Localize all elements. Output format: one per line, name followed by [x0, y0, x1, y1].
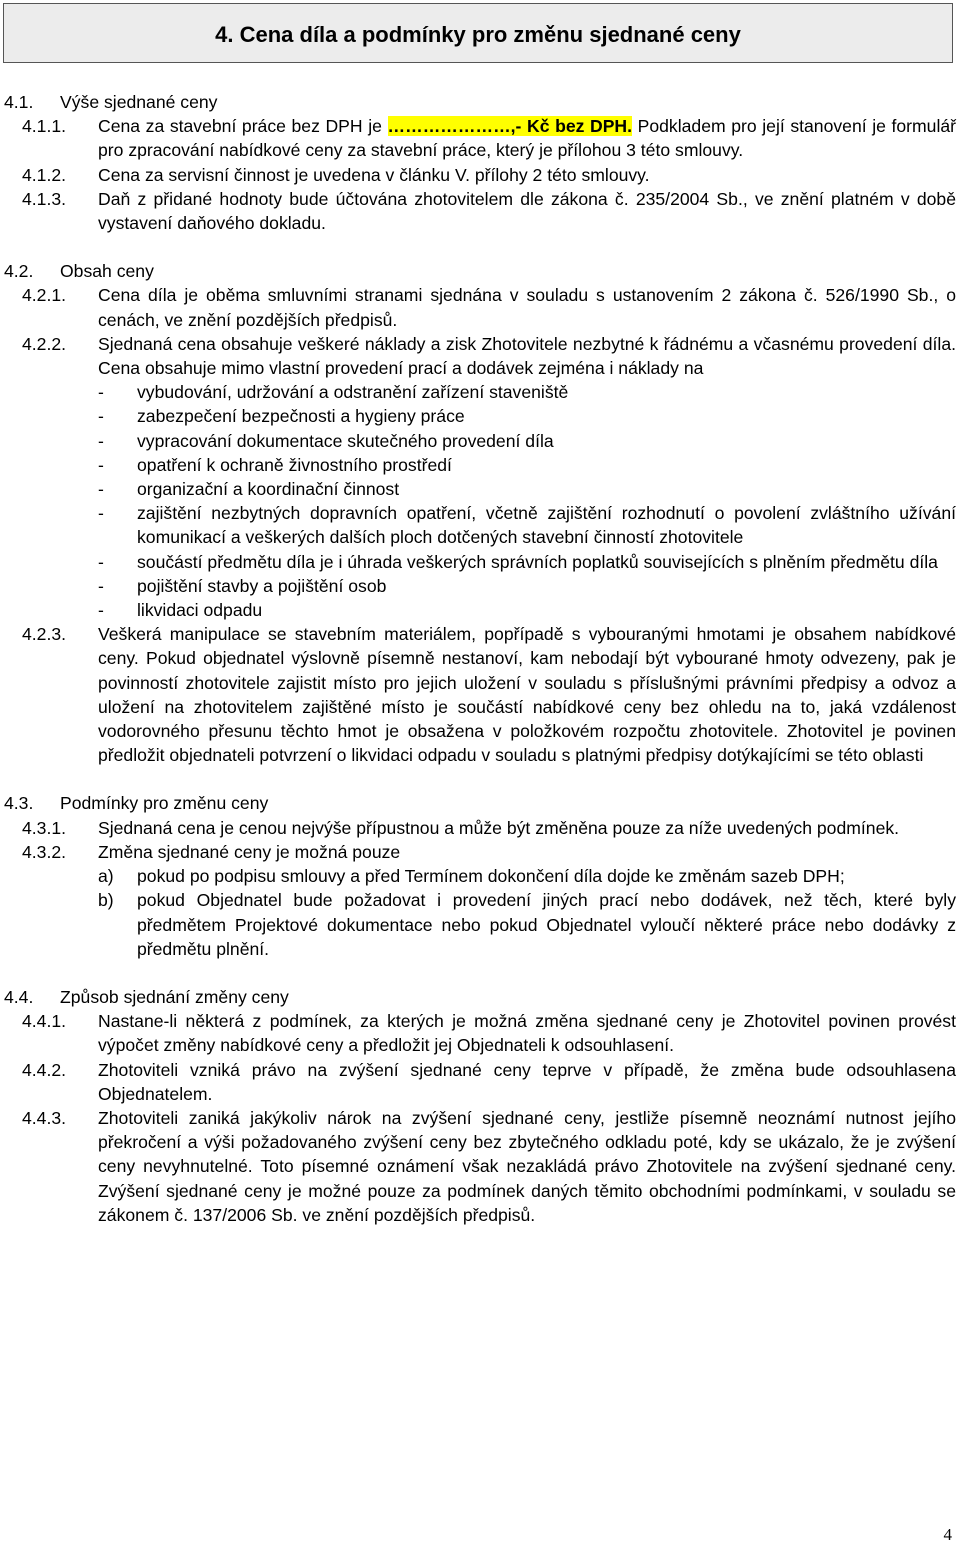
- clause-4-4-1: [0, 1009, 960, 1057]
- clause-text: Změna sjednané ceny je možná pouze: [98, 841, 401, 862]
- section-number: 4.3.: [4, 793, 34, 814]
- dash-bullet: -: [98, 551, 104, 572]
- list-item: [0, 501, 960, 549]
- list-marker: b): [98, 890, 114, 911]
- list-item-text: opatření k ochraně živnostního prostředí: [137, 454, 452, 475]
- list-item: [0, 380, 960, 404]
- list-item: [0, 550, 960, 574]
- clause-4-4-2: [0, 1058, 960, 1106]
- list-item-text: organizační a koordinační činnost: [137, 479, 400, 500]
- price-blank-highlight: …………………,- Kč bez DPH.: [387, 116, 633, 137]
- clause-4-1-3: [0, 187, 960, 235]
- list-marker: a): [98, 866, 114, 887]
- list-item: [0, 574, 960, 598]
- clause-4-3-2: [0, 840, 960, 864]
- list-item: [0, 404, 960, 428]
- list-item: [0, 453, 960, 477]
- section-title: 4. Cena díla a podmínky pro změnu sjednané ceny: [215, 22, 741, 47]
- list-item-b: [0, 888, 960, 961]
- section-number: 4.2.: [4, 261, 34, 282]
- list-item-text: vypracování dokumentace skutečného provedení díla: [137, 430, 554, 451]
- section-number: 4.1.: [4, 92, 34, 112]
- clause-4-1-2: [0, 163, 960, 187]
- dash-bullet: -: [98, 382, 104, 403]
- clause-number: 4.1.3.: [22, 188, 67, 209]
- dash-bullet: -: [98, 575, 104, 596]
- section-4-3: [0, 791, 960, 815]
- clause-number: 4.2.3.: [22, 624, 67, 645]
- section-header: [3, 3, 953, 63]
- clause-4-3-1: [0, 816, 960, 840]
- section-4-2: [0, 259, 960, 283]
- list-item-text: pokud po podpisu smlouvy a před Termínem dokončení díla dojde ke změnám sazeb DPH;: [137, 866, 845, 887]
- section-heading: Výše sjednané ceny: [60, 92, 218, 112]
- clause-text: Sjednaná cena je cenou nejvýše přípustnou a může být změněna pouze za níže uvedených podmínek.: [98, 817, 900, 838]
- list-item: [0, 477, 960, 501]
- clause-4-2-3: [0, 622, 960, 767]
- clause-text: Cena díla je oběma smluvními stranami sjednána v souladu s ustanovením 2 zákona č. 526/1990 Sb., o cenách, ve znění pozdějších předpisů.: [98, 285, 956, 330]
- list-item-text: vybudování, udržování a odstranění zařízení staveniště: [137, 382, 569, 403]
- section-number: 4.4.: [4, 986, 34, 1007]
- clause-4-2-2: [0, 332, 960, 380]
- clause-number: 4.1.1.: [22, 116, 67, 137]
- clause-text: Zhotoviteli zaniká jakýkoliv nárok na zvýšení sjednané ceny, jestliže písemně neoznámí nutnost jejího překročení a výši požadovaného zvýšení ceny bez zbytečného odkladu poté, kdy se ukázalo, že je zvýšení ceny nevyhnutelné. Toto písemné oznámení však nezakládá právo Zhotovitele na zvýšení sjednané ceny. Zvýšení sjednané ceny je možné pouze za podmínek daných těmito obchodními podmínkami, v souladu se zákonem č. 137/2006 Sb. ve znění pozdějších předpisů.: [98, 1107, 956, 1225]
- clause-text: Daň z přidané hodnoty bude účtována zhotovitelem dle zákona č. 235/2004 Sb., ve znění platném v době vystavení daňového dokladu.: [98, 188, 956, 234]
- section-4-1: [0, 90, 960, 114]
- page-number: 4: [943, 1525, 952, 1544]
- section-heading: Způsob sjednání změny ceny: [60, 986, 289, 1007]
- dash-bullet: -: [98, 503, 104, 524]
- clause-number: 4.3.2.: [22, 841, 67, 862]
- clause-number: 4.1.2.: [22, 164, 67, 185]
- list-item: [0, 598, 960, 622]
- list-item-text: pokud Objednatel bude požadovat i provedení jiných prací nebo dodávek, než těch, které byly předmětem Projektové dokumentace nebo pokud Objednatel vyloučí některé práce nebo dodávky z předmětu plnění.: [137, 890, 956, 959]
- section-heading: Obsah ceny: [60, 261, 154, 282]
- clause-number: 4.2.2.: [22, 333, 67, 354]
- document-body: [0, 90, 960, 1227]
- clause-number: 4.2.1.: [22, 285, 67, 306]
- dash-bullet: -: [98, 454, 104, 475]
- clause-text: Cena za servisní činnost je uvedena v článku V. přílohy 2 této smlouvy.: [98, 164, 650, 185]
- list-item-text: zajištění nezbytných dopravních opatření, včetně zajištění rozhodnutí o povolení zvláštního užívání komunikací a veškerých dalších ploch dotčených stavební činností zhotovitele: [137, 503, 956, 548]
- dash-bullet: -: [98, 430, 104, 451]
- clause-number: 4.4.3.: [22, 1107, 67, 1128]
- clause-4-1-1: [0, 114, 960, 162]
- clause-text: Veškerá manipulace se stavebním materiálem, popřípadě s vybouranými hmotami je obsahem nabídkové ceny. Pokud objednatel výslovně písemně nestanoví, kam nebodají být vybourané hmoty odvezeny, pak je povinností zhotovitele zajistit místo pro jejich uložení v souladu s příslušnými právními předpisy a odvoz a uložení na zhotovitelem zajištěné místo je součástí nabídkové ceny bez ohledu na to, jaká vzdálenost vodorovného přesunu těchto hmot je obsažena v položkovém rozpočtu zhotovitele. Zhotovitel je povinen předložit objednateli potvrzení o likvidaci odpadu v souladu s platnými předpisy dotýkajícími se této oblasti: [98, 624, 956, 766]
- list-item: [0, 429, 960, 453]
- dash-bullet: -: [98, 479, 104, 500]
- clause-number: 4.4.2.: [22, 1059, 67, 1080]
- dash-bullet: -: [98, 406, 104, 427]
- clause-number: 4.3.1.: [22, 817, 67, 838]
- dash-bullet: -: [98, 600, 104, 621]
- list-item-text: pojištění stavby a pojištění osob: [137, 575, 387, 596]
- clause-text: Cena za stavební práce bez DPH je: [98, 116, 388, 137]
- list-item-text: součástí předmětu díla je i úhrada veškerých správních poplatků souvisejících s plněním předmětu díla: [137, 551, 938, 572]
- list-item-text: zabezpečení bezpečnosti a hygieny práce: [137, 406, 465, 427]
- clause-text: Nastane-li některá z podmínek, za kterých je možná změna sjednané ceny je Zhotovitel povinen provést výpočet změny nabídkové ceny a předložit jej Objednateli k odsouhlasení.: [98, 1011, 956, 1056]
- clause-4-4-3: [0, 1106, 960, 1227]
- clause-text: Sjednaná cena obsahuje veškeré náklady a zisk Zhotovitele nezbytné k řádnému a včasnému provedení díla. Cena obsahuje mimo vlastní provedení prací a dodávek zejména i náklady na: [98, 333, 956, 379]
- clause-text: Zhotoviteli vzniká právo na zvýšení sjednané ceny teprve v případě, že změna bude odsouhlasena Objednatelem.: [98, 1059, 956, 1104]
- section-4-4: [0, 985, 960, 1009]
- clause-text: Podkladem pro její stanovení je formulář pro zpracování nabídkové ceny za stavební práce, který je přílohou 3 této smlouvy.: [98, 116, 957, 161]
- clause-number: 4.4.1.: [22, 1011, 67, 1032]
- list-item-text: likvidaci odpadu: [137, 600, 263, 621]
- section-heading: Podmínky pro změnu ceny: [60, 793, 269, 814]
- clause-4-2-1: [0, 283, 960, 331]
- list-item-a: [0, 864, 960, 888]
